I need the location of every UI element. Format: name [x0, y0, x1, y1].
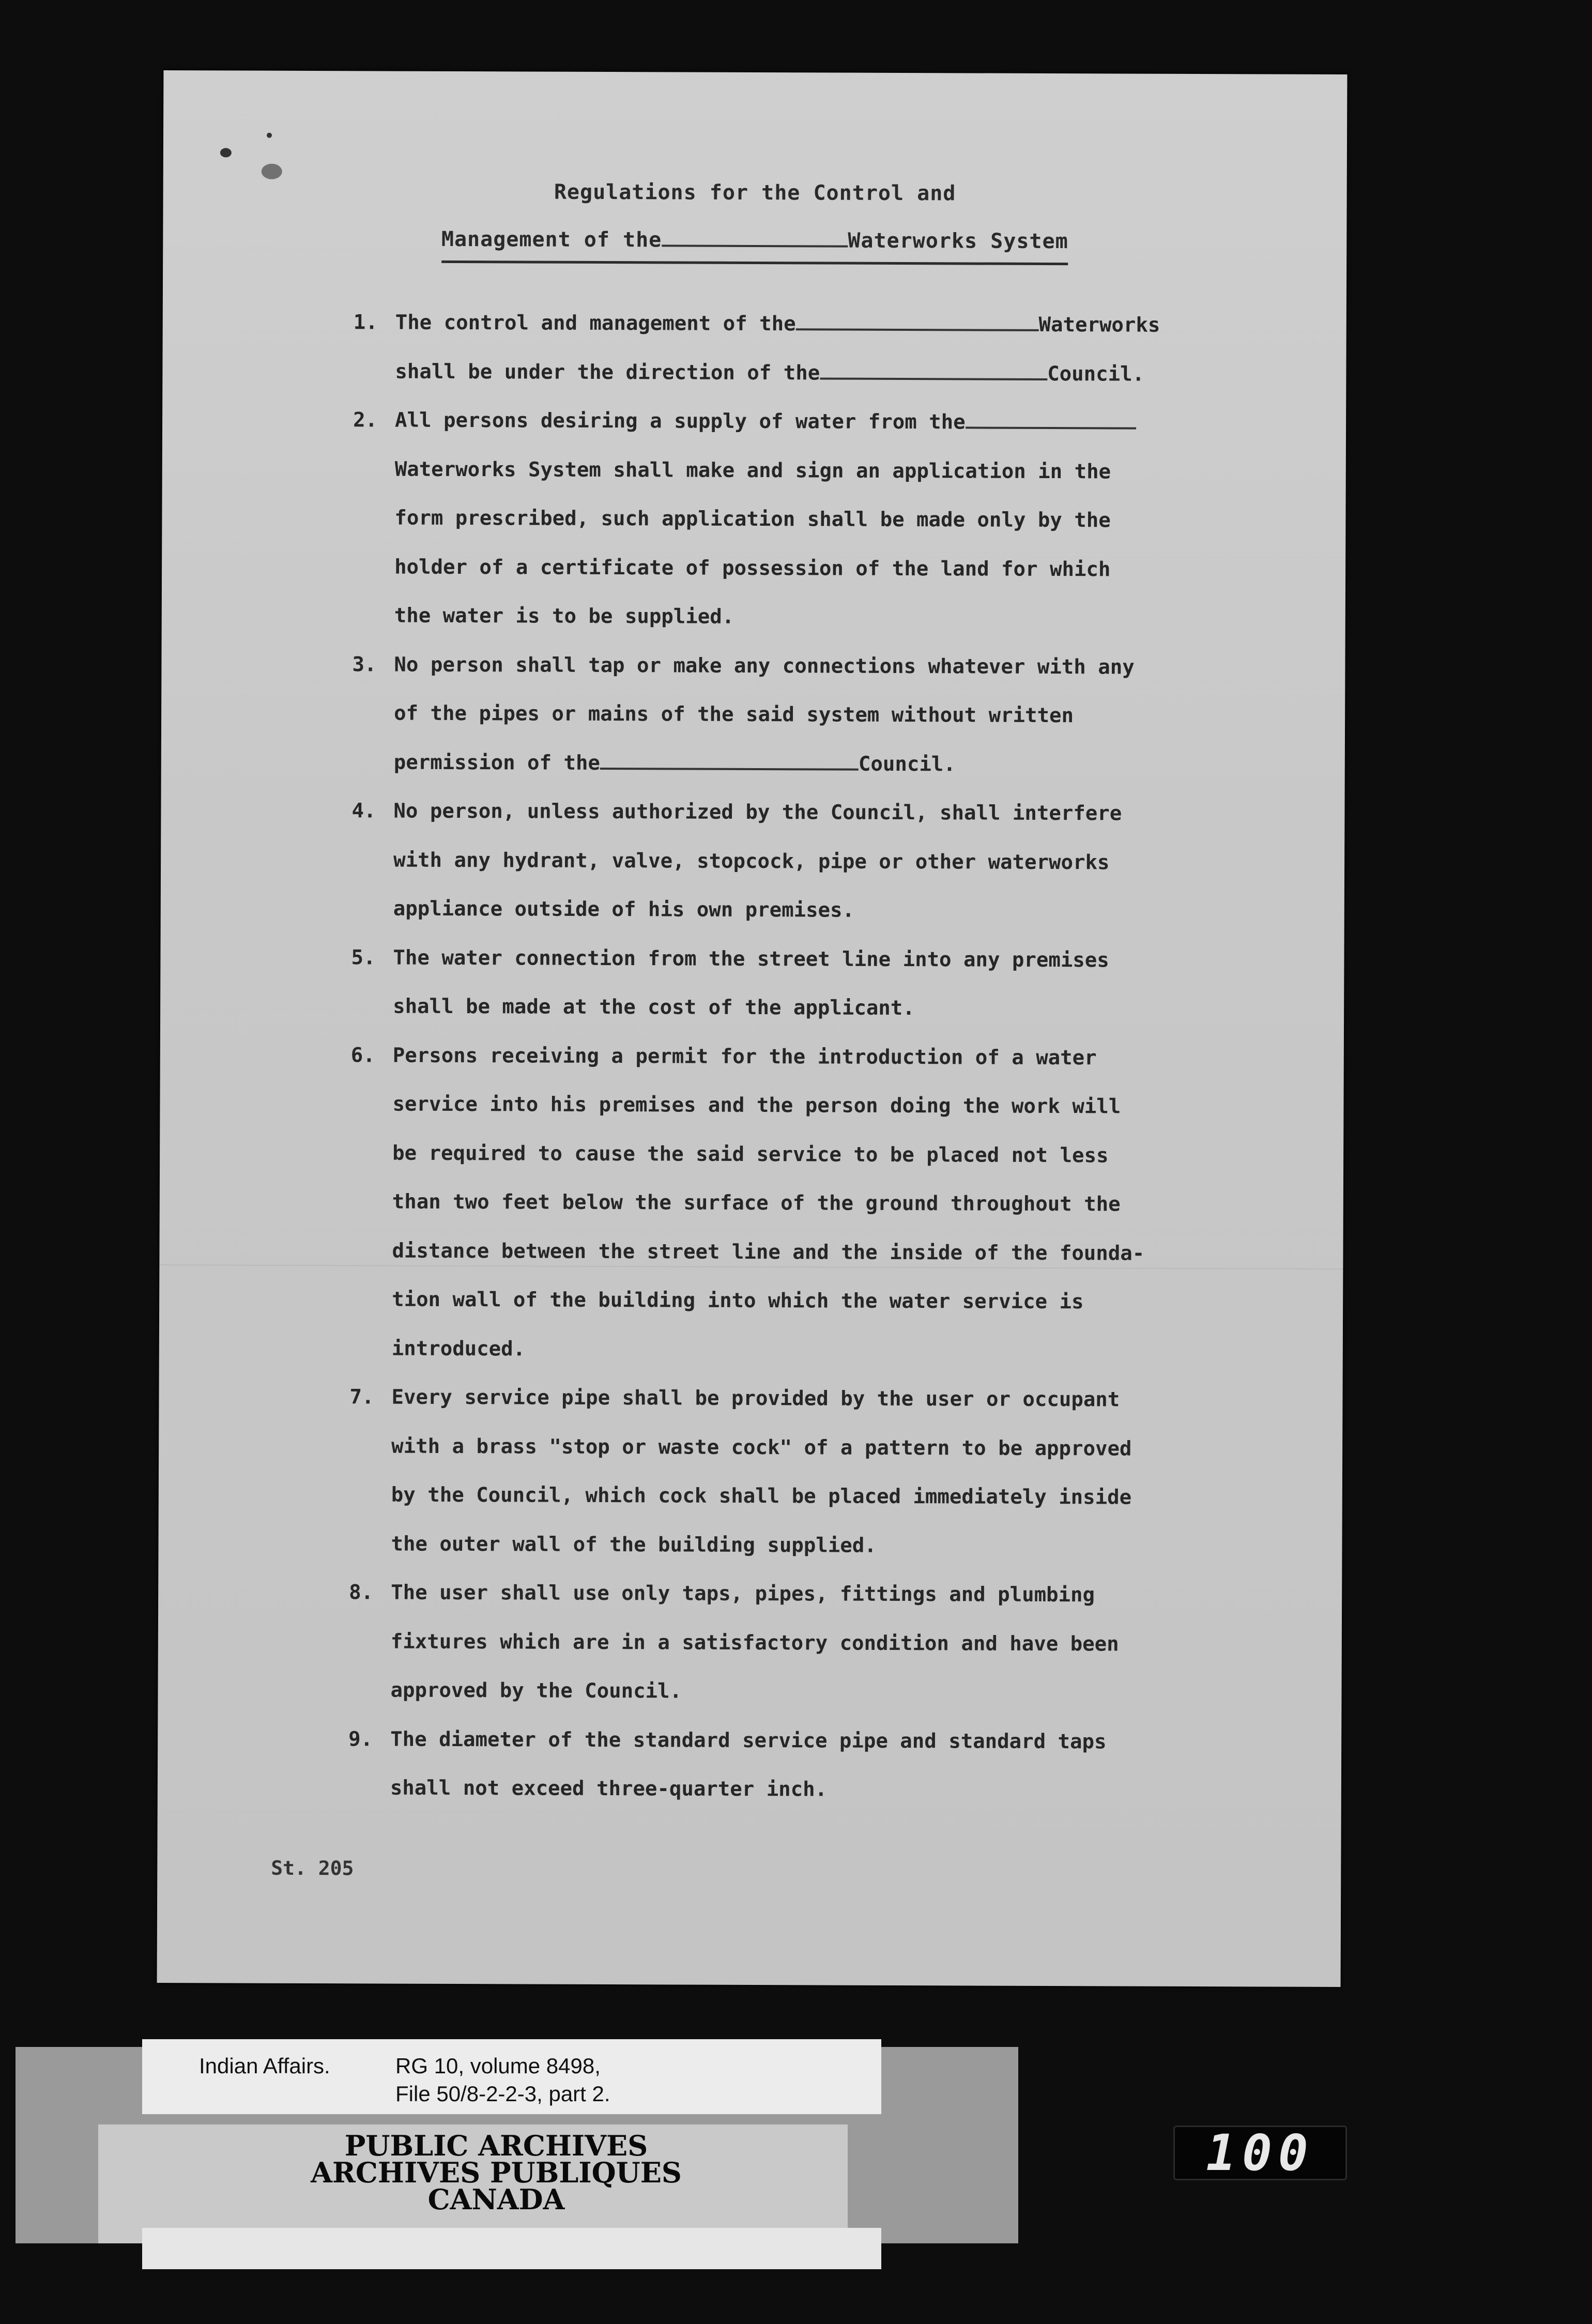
list-item: [340, 1031, 1220, 1376]
item-line: with any hydrant, valve, stopcock, pipe or other waterworks: [393, 848, 1110, 874]
title-line2-pre: Management of the: [441, 227, 662, 252]
item-line: service into his premises and the person doing the work will: [392, 1092, 1121, 1119]
list-item: [343, 298, 1222, 399]
frame-number: 100: [1173, 2126, 1347, 2180]
fill-in-blank: [820, 362, 1047, 380]
item-number: 6.: [350, 1043, 375, 1067]
item-line: appliance outside of his own premises.: [393, 897, 855, 922]
fill-in-blank: [966, 411, 1136, 429]
label-bottom-strip: [142, 2228, 881, 2269]
item-line: holder of a certificate of possession of the land for which: [394, 555, 1111, 581]
item-number: 7.: [349, 1385, 374, 1409]
list-item: [342, 640, 1221, 790]
archive-stamp-line1: PUBLIC ARCHIVES: [344, 2129, 648, 2162]
document-title-line2: [163, 226, 1346, 266]
reference-line1: RG 10, volume 8498,: [395, 2054, 601, 2078]
list-item: [341, 934, 1220, 1034]
list-item: [339, 1715, 1218, 1816]
form-code: St. 205: [271, 1856, 354, 1880]
item-number: 2.: [353, 408, 378, 432]
item-line: the outer wall of the building supplied.: [391, 1532, 877, 1557]
item-line: the water is to be supplied.: [394, 604, 734, 629]
fill-in-blank: [662, 229, 848, 247]
item-line: Waterworks System shall make and sign an application in the: [394, 457, 1111, 483]
item-line: than two feet below the surface of the ground throughout the: [392, 1190, 1121, 1216]
list-item: [339, 1373, 1218, 1571]
item-line: of the pipes or mains of the said system without written: [394, 701, 1074, 728]
title-line2-post: Waterworks System: [848, 228, 1068, 254]
fill-in-blank: [796, 313, 1039, 331]
reference-line2: File 50/8-2-2-3, part 2.: [395, 2082, 610, 2106]
dust-speck: [262, 164, 282, 179]
item-line: shall be under the direction of the Council.: [395, 360, 1145, 386]
item-line: All persons desiring a supply of water from the: [395, 396, 1222, 448]
department-text: Indian Affairs.: [199, 2054, 330, 2078]
item-line: permission of the Council.: [393, 751, 956, 776]
item-line: with a brass "stop or waste cock" of a pattern to be approved: [391, 1434, 1132, 1461]
archive-stamp-line3: CANADA: [427, 2183, 565, 2216]
item-line: Every service pipe shall be provided by the user or occupant: [391, 1385, 1120, 1412]
item-number: 1.: [353, 311, 378, 334]
item-line: The control and management of the Waterworks: [395, 311, 1160, 337]
list-item: [339, 1568, 1218, 1718]
item-line: tion wall of the building into which the water service is: [392, 1288, 1084, 1314]
item-number: 3.: [352, 652, 377, 676]
item-line: introduced.: [391, 1337, 526, 1360]
item-line: The water connection from the street line into any premises: [393, 946, 1109, 972]
item-line: form prescribed, such application shall be made only by the: [394, 506, 1111, 532]
item-line: fixtures which are in a satisfactory condition and have been: [390, 1630, 1119, 1656]
item-line: Persons receiving a permit for the introduction of a water: [392, 1044, 1097, 1069]
dust-speck: [220, 148, 232, 157]
item-number: 9.: [348, 1727, 373, 1751]
item-line: shall not exceed three-quarter inch.: [390, 1776, 828, 1801]
item-line: No person, unless authorized by the Council, shall interfere: [393, 799, 1122, 825]
item-line: by the Council, which cock shall be placed immediately inside: [391, 1483, 1132, 1509]
item-line: The user shall use only taps, pipes, fittings and plumbing: [391, 1581, 1095, 1607]
item-number: 8.: [349, 1581, 374, 1604]
item-line: shall be made at the cost of the applicant.: [393, 995, 915, 1020]
item-number: 5.: [351, 945, 376, 969]
item-line: The diameter of the standard service pipe and standard taps: [390, 1727, 1107, 1753]
item-line: distance between the street line and the inside of the founda-: [392, 1239, 1145, 1265]
item-line: be required to cause the said service to be placed not less: [392, 1141, 1109, 1167]
archive-stamp-line2: ARCHIVES PUBLIQUES: [311, 2156, 682, 2189]
document-title-line1: Regulations for the Control and: [554, 180, 956, 206]
item-number: 4.: [351, 799, 376, 823]
regulations-list: [339, 298, 1222, 1815]
list-item: [343, 396, 1222, 643]
item-line: approved by the Council.: [390, 1678, 682, 1703]
document-page: [157, 70, 1348, 1987]
dust-speck: [267, 133, 272, 138]
item-line: No person shall tap or make any connections whatever with any: [394, 653, 1135, 679]
fill-in-blank: [600, 752, 859, 770]
archive-stamp: [289, 2129, 703, 2216]
list-item: [342, 787, 1221, 936]
archive-reference-label: [142, 2039, 881, 2114]
